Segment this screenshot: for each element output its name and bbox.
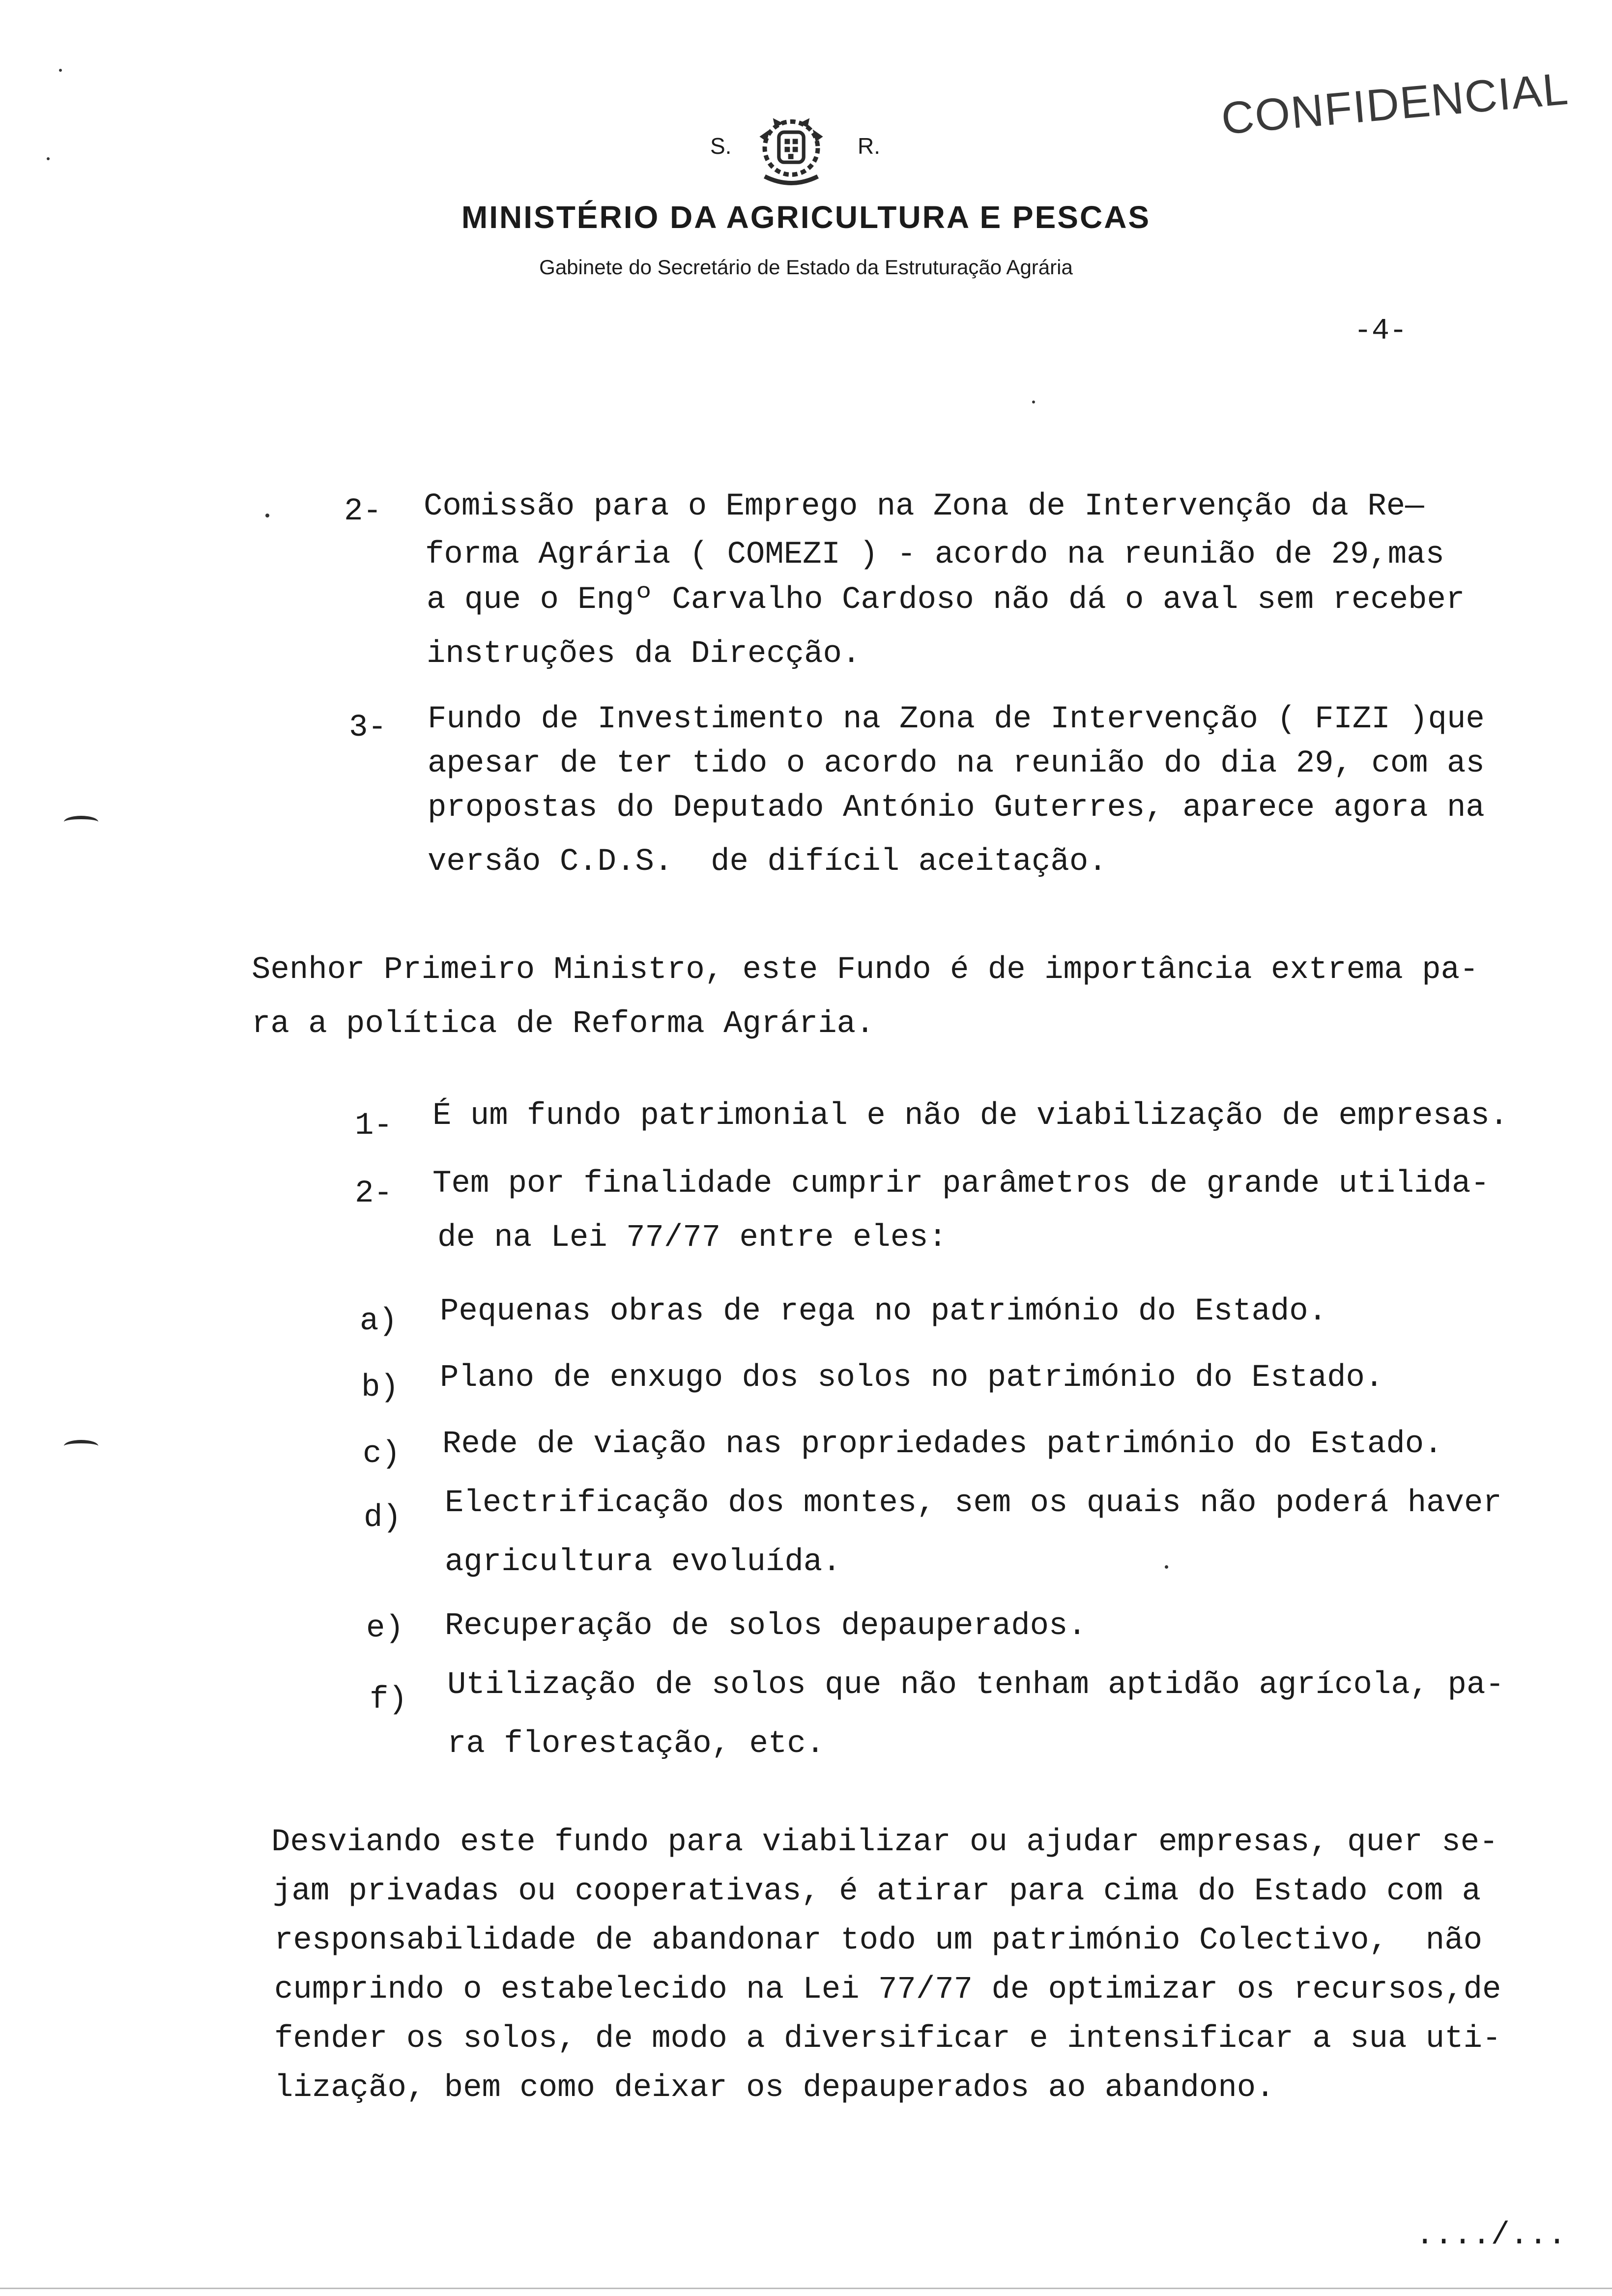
item-letter: b) [361, 1370, 399, 1406]
item-number: 1- [355, 1108, 393, 1144]
item-number: 2- [344, 494, 382, 529]
item-line: Tem por finalidade cumprir parâmetros de grande utilida- [432, 1166, 1490, 1202]
header-letter-s: S. [710, 133, 732, 159]
paragraph-line: responsabilidade de abandonar todo um património Colectivo, não [274, 1923, 1482, 1958]
page-number: -4- [1354, 315, 1408, 348]
item-line: Utilização de solos que não tenham aptidão agrícola, pa- [447, 1667, 1504, 1703]
binding-mark [64, 1440, 98, 1452]
paragraph-line: cumprindo o estabelecido na Lei 77/77 de optimizar os recursos,de [274, 1972, 1501, 2008]
paragraph-line: ra a política de Reforma Agrária. [252, 1006, 875, 1042]
item-letter: a) [360, 1304, 398, 1339]
item-line: Plano de enxugo dos solos no património do Estado. [440, 1360, 1384, 1396]
paragraph-line: Desviando este fundo para viabilizar ou ajudar empresas, quer se- [271, 1825, 1498, 1860]
item-line: forma Agrária ( COMEZI ) - acordo na reunião de 29,mas [425, 537, 1444, 573]
paragraph-line: jam privadas ou cooperativas, é atirar para cima do Estado com a [273, 1874, 1481, 1909]
item-line: de na Lei 77/77 entre eles: [437, 1220, 947, 1256]
scan-speck [59, 69, 62, 72]
paragraph-line: lização, bem como deixar os depauperados ao abandono. [274, 2070, 1275, 2106]
item-line: ra florestação, etc. [447, 1726, 825, 1762]
item-line: propostas do Deputado António Guterres, aparece agora na [428, 790, 1485, 826]
paragraph-line: Senhor Primeiro Ministro, este Fundo é de importância extrema pa- [252, 952, 1479, 988]
item-number: 2- [355, 1176, 393, 1211]
cabinet-subtitle: Gabinete do Secretário de Estado da Estruturação Agrária [539, 256, 1073, 279]
paragraph-line: fender os solos, de modo a diversificar e intensificar a sua uti- [274, 2021, 1501, 2057]
confidential-stamp: CONFIDENCIAL [1219, 63, 1571, 144]
item-line: instruções da Direcção. [427, 636, 861, 672]
scan-speck [1165, 1565, 1168, 1569]
item-letter: f) [370, 1682, 407, 1718]
item-line: Electrificação dos montes, sem os quais não poderá haver [445, 1486, 1502, 1521]
continuation-mark: ..../... [1415, 2218, 1567, 2253]
scan-speck [1032, 401, 1035, 403]
scan-speck [265, 514, 269, 517]
item-line: versão C.D.S. de difícil aceitação. [428, 844, 1107, 880]
ministry-title: MINISTÉRIO DA AGRICULTURA E PESCAS [461, 200, 1151, 235]
item-line: apesar de ter tido o acordo na reunião do dia 29, com as [428, 746, 1485, 781]
item-line: Rede de viação nas propriedades património do Estado. [442, 1427, 1443, 1462]
header-letter-r: R. [858, 133, 880, 159]
item-number: 3- [349, 710, 387, 746]
item-line: a que o Engº Carvalho Cardoso não dá o aval sem receber [427, 582, 1465, 618]
item-line: Recuperação de solos depauperados. [445, 1608, 1087, 1644]
item-line: Comissão para o Emprego na Zona de Intervenção da Re— [424, 489, 1424, 524]
scan-speck [47, 157, 50, 160]
binding-mark [64, 816, 98, 828]
item-letter: c) [363, 1436, 401, 1472]
item-letter: d) [364, 1500, 402, 1536]
item-line: Pequenas obras de rega no património do Estado. [440, 1294, 1327, 1329]
item-line: agricultura evoluída. [445, 1545, 841, 1580]
page-edge [0, 2288, 1612, 2289]
coat-of-arms-icon [747, 106, 835, 194]
item-line: É um fundo patrimonial e não de viabilização de empresas. [432, 1098, 1509, 1134]
item-letter: e) [366, 1611, 404, 1646]
item-line: Fundo de Investimento na Zona de Intervenção ( FIZI )que [428, 702, 1485, 737]
